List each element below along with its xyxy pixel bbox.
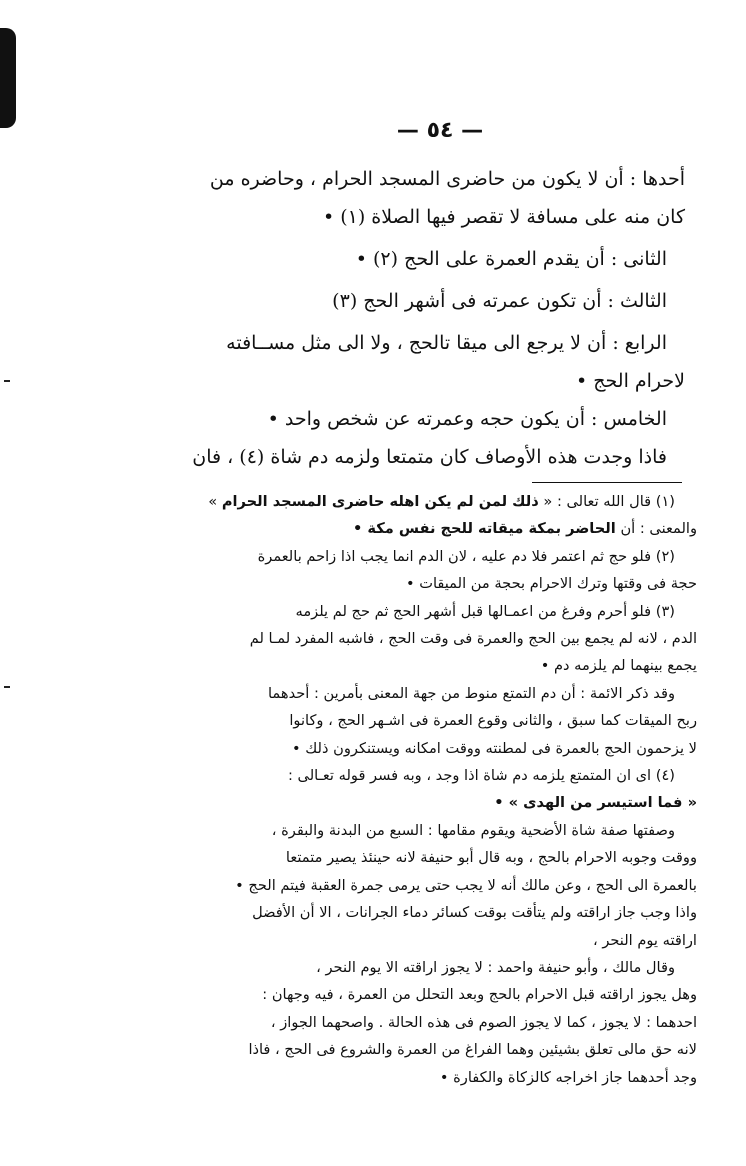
footnote-1-meaning-label: والمعنى : أن [620,520,697,538]
condition-fourth-line1: الرابع : أن لا يرجع الى ميقا تالحج ، ولا الى مثل مســافته [226,332,667,354]
footnote-4-quote: « فما استيسر من الهدى » • [494,794,697,812]
footnote-1-line1 [112,488,697,515]
condition-first-line2: كان منه على مسافة لا تقصر فيها الصلاة (١) • [322,206,685,228]
footnote-2-line1: (٢) فلو حج ثم اعتمر فلا دم عليه ، لان الدم انما يجب اذا زاحم بالعمرة [257,547,675,565]
footnote-4-line9: وهل يجوز اراقته قبل الاحرام بالحج وبعد التحلل من العمرة ، فيه وجهان : [262,986,697,1004]
footnote-1-line2 [112,515,697,542]
footnote-3-line1: (٣) فلو أحرم وفرغ من اعمـالها قبل أشهر الحج ثم حج لم يلزمه [295,602,675,620]
condition-second: الثانى : أن يقدم العمرة على الحج (٢) • [355,248,667,270]
footnote-3-line3: يجمع بينهما لم يلزمه دم • [540,657,697,675]
footnote-4-line4: ووقت وجوبه الاحرام بالحج ، وبه قال أبو حنيفة لانه حينئذ يصير متمتعا [285,849,697,867]
footnote-1-intro: (١) قال الله تعالى : « [543,493,675,510]
condition-third: الثالث : أن تكون عمرته فى أشهر الحج (٣) [332,290,667,312]
footnote-4-line1: (٤) اى ان المتمتع يلزمه دم شاة اذا وجد ، وبه فسر قوله تعـالى : [288,767,675,785]
footnote-3-line5: ربح الميقات كما سبق ، والثانى وقوع العمرة فى اشـهر الحج ، وكانوا [289,712,697,730]
condition-first-line1: أحدها : أن لا يكون من حاضرى المسجد الحرام ، وحاضره من [209,168,685,190]
footnote-4-line8: وقال مالك ، وأبو حنيفة واحمد : لا يجوز اراقته الا يوم النحر ، [316,958,675,976]
footnote-4-line12: وجد أحدهما جاز اخراجه كالزكاة والكفارة • [439,1068,697,1086]
footnote-3-line6: لا يزحمون الحج بالعمرة فى لمطنته ووقت امكانه ويستنكرون ذلك • [292,739,697,757]
footnote-4-line7: اراقته يوم النحر ، [592,931,697,949]
page-edge-binding-mark [0,28,16,128]
footnote-3-line2: الدم ، لانه لم يجمع بين الحج والعمرة فى وقت الحج ، فاشبه المفرد لمـا لم [249,630,697,648]
footnotes [112,488,697,1091]
footnote-3-line4: وقد ذكر الائمة : أن دم التمتع منوط من جهة المعنى بأمرين : أحدهما [267,684,675,702]
footnote-1-meaning: الحاضر بمكة ميقاته للحج نفس مكة • [352,520,616,538]
margin-mark [4,380,10,382]
conclusion-line: فاذا وجدت هذه الأوصاف كان متمتعا ولزمه دم شاة (٤) ، فان [192,446,667,468]
footnote-4-line11: لانه حق مالى تعلق بشيئين وهما الفراغ من العمرة والشروع فى الحج ، فاذا [248,1041,697,1059]
main-text [125,160,685,476]
footnote-4-line3: وصفتها صفة شاة الأضحية ويقوم مقامها : السبع من البدنة والبقرة ، [271,821,675,839]
page-number: — ٥٤ — [396,118,484,143]
condition-fourth-line2: لاحرام الحج • [576,370,685,392]
footnote-4-line10: احدهما : لا يجوز ، كما لا يجوز الصوم فى هذه الحالة . واصحهما الجواز ، [270,1013,697,1031]
footnote-2-line2: حجة فى وقتها وترك الاحرام بحجة من الميقات • [405,575,697,593]
footnote-4-line2 [112,789,697,816]
footnote-4-line5: بالعمرة الى الحج ، وعن مالك أنه لا يجب حتى يرمى جمرة العقبة فيتم الحج • [235,876,697,894]
margin-mark [4,686,10,688]
footnote-4-line6: واذا وجب جاز اراقته ولم يتأقت بوقت كسائر دماء الجرانات ، الا أن الأفضل [252,904,697,922]
footnote-1-quote-close: » [208,493,218,510]
footnote-separator [532,482,682,483]
footnote-1-quote: ذلك لمن لم يكن اهله حاضرى المسجد الحرام [221,493,539,510]
condition-fifth: الخامس : أن يكون حجه وعمرته عن شخص واحد • [267,408,667,430]
